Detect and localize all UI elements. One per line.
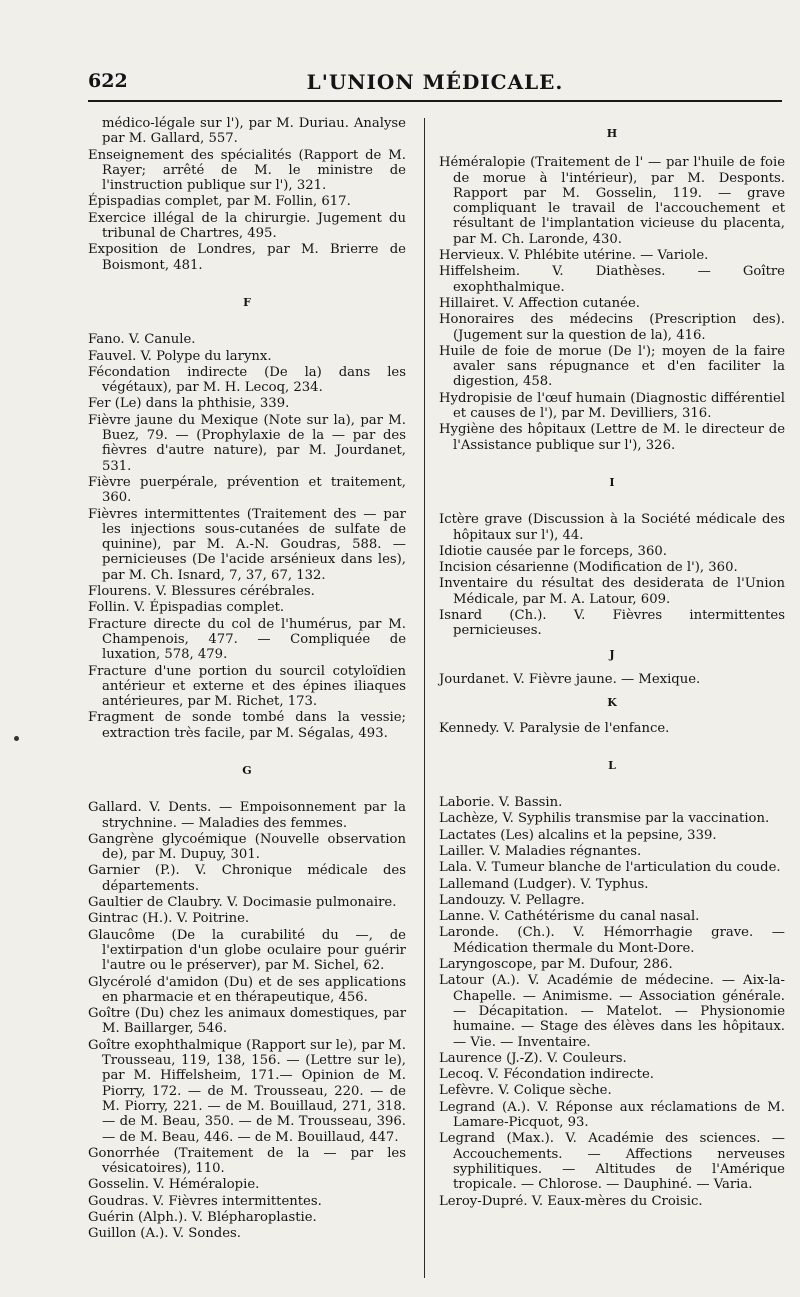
index-entry: Lala. V. Tumeur blanche de l'articulation du coude.: [439, 860, 781, 876]
index-entry: Flourens. V. Blessures cérébrales.: [88, 584, 315, 600]
index-entry: Laryngoscope, par M. Dufour, 286.: [439, 957, 673, 973]
left-column: [88, 116, 406, 1243]
index-entry: Gosselin. V. Héméralopie.: [88, 1177, 260, 1193]
index-entry: Gintrac (H.). V. Poitrine.: [88, 911, 250, 927]
index-entry: Fauvel. V. Polype du larynx.: [88, 348, 272, 364]
index-entry: Lanne. V. Cathétérisme du canal nasal.: [439, 909, 700, 925]
index-entry: Gangrène glycoémique (Nouvelle observation de), par M. Dupuy, 301.: [88, 831, 406, 863]
section-letter-k: K: [607, 696, 617, 710]
index-entry: Lailler. V. Maladies régnantes.: [439, 843, 642, 859]
running-title: L'UNION MÉDICALE.: [306, 70, 564, 94]
index-entry: Enseignement des spécialités (Rapport de M. Rayer; arrêté de M. le ministre de l'instruction publique sur l'), 321.: [88, 147, 406, 194]
index-entry: Exposition de Londres, par M. Brierre de Boismont, 481.: [88, 242, 406, 273]
page-number: 622: [88, 70, 128, 92]
index-entry: Legrand (A.). V. Réponse aux réclamations de M. Lamare-Picquot, 93.: [439, 1099, 785, 1131]
index-entry: Hydropisie de l'œuf humain (Diagnostic différentiel et causes de l'), par M. Devilliers, 316.: [439, 390, 785, 422]
index-entry: Hillairet. V. Affection cutanée.: [439, 295, 640, 311]
index-entry: Kennedy. V. Paralysie de l'enfance.: [439, 720, 670, 736]
index-entry: Inventaire du résultat des desiderata de l'Union Médicale, par M. A. Latour, 609.: [439, 576, 785, 607]
index-entry: Hygiène des hôpitaux (Lettre de M. le directeur de l'Assistance publique sur l'), 326.: [439, 422, 785, 453]
section-letter-h: H: [606, 127, 618, 140]
index-entry: Lachèze, V. Syphilis transmise par la vaccination.: [439, 811, 770, 827]
index-entry: Fièvre jaune du Mexique (Note sur la), par M. Buez, 79. — (Prophylaxie de la — par des fièvres d'autre nature), par M. Jourdanet, 531.: [88, 412, 406, 474]
index-entry: Fragment de sonde tombé dans la vessie; extraction très facile, par M. Ségalas, 493.: [88, 710, 406, 741]
index-entry: Guillon (A.). V. Sondes.: [88, 1226, 241, 1242]
index-entry: Ictère grave (Discussion à la Société médicale des hôpitaux sur l'), 44.: [439, 512, 785, 543]
index-entry: Gonorrhée (Traitement de la — par les vésicatoires), 110.: [88, 1145, 406, 1177]
index-entry: Leroy-Dupré. V. Eaux-mères du Croisic.: [439, 1193, 703, 1209]
index-entry: Exercice illégal de la chirurgie. Jugement du tribunal de Chartres, 495.: [88, 210, 406, 242]
index-entry: Hervieux. V. Phlébite utérine. — Variole.: [439, 248, 709, 264]
index-entry: Incision césarienne (Modification de l'), 360.: [439, 560, 738, 576]
index-entry: Isnard (Ch.). V. Fièvres intermittentes pernicieuses.: [439, 608, 785, 639]
index-entry: Garnier (P.). V. Chronique médicale des départements.: [88, 863, 406, 894]
index-entry: Fano. V. Canule.: [88, 332, 196, 348]
index-entry: Idiotie causée par le forceps, 360.: [439, 543, 667, 559]
column-divider: [424, 118, 425, 1278]
index-entry: Lefèvre. V. Colique sèche.: [439, 1083, 612, 1099]
index-entry: Laborie. V. Bassin.: [439, 795, 563, 811]
index-entry: Lecoq. V. Fécondation indirecte.: [439, 1067, 654, 1083]
index-entry: Jourdanet. V. Fièvre jaune. — Mexique.: [439, 671, 701, 687]
index-entry: Goître exophthalmique (Rapport sur le), par M. Trousseau, 119, 138, 156. — (Lettre sur le), par M. Hiffelsheim, 171.— Opinion de M. Piorry, 172. — de M. Trousseau, 220. — de M. Piorry, 221. — de M. Bouillaud, 271, 318. — de M. Beau, 350. — de M. Trousseau, 396. — de M. Beau, 446. — de M. Bouillaud, 447.: [88, 1037, 406, 1145]
index-entry: Fracture d'une portion du sourcil cotyloïdien antérieur et externe et des épines iliaques antérieures, par M. Richet, 173.: [88, 663, 406, 710]
index-entry: Goître (Du) chez les animaux domestiques, par M. Baillarger, 546.: [88, 1006, 406, 1037]
ink-spot: [14, 736, 19, 741]
index-entry: Hiffelsheim. V. Diathèses. — Goître exophthalmique.: [439, 264, 785, 295]
index-entry: Latour (A.). V. Académie de médecine. — Aix-la-Chapelle. — Animisme. — Association générale. — Décapitation. — Matelot. — Physionomie humaine. — Stage des élèves dans les hôpitaux. — Vie. — Inventaire.: [439, 973, 785, 1050]
index-entry: Fracture directe du col de l'humérus, par M. Champenois, 477. — Compliquée de luxation, 578, 479.: [88, 616, 406, 663]
index-entry: Glaucôme (De la curabilité du —, de l'extirpation d'un globe oculaire pour guérir l'autre ou le préserver), par M. Sichel, 62.: [88, 927, 406, 974]
index-entry: Fer (Le) dans la phthisie, 339.: [88, 396, 290, 412]
index-entry: Épispadias complet, par M. Follin, 617.: [88, 194, 351, 210]
index-entry: Guérin (Alph.). V. Blépharoplastie.: [88, 1210, 317, 1225]
index-entry: Gallard. V. Dents. — Empoisonnement par la strychnine. — Maladies des femmes.: [88, 800, 406, 831]
section-letter-j: J: [609, 647, 615, 661]
index-entry: Fièvres intermittentes (Traitement des — par les injections sous-cutanées de sulfate de quinine), par M. A.-N. Goudras, 588. — pernicieuses (De l'acide arsénieux dans les), par M. Ch. Isnard, 7, 37, 67, 132.: [88, 506, 406, 583]
right-column: [439, 116, 785, 1210]
section-letter-i: I: [609, 475, 615, 489]
index-entry: Glycérolé d'amidon (Du) et de ses applications en pharmacie et en thérapeutique, 456.: [88, 974, 406, 1005]
index-entry: médico-légale sur l'), par M. Duriau. Analyse par M. Gallard, 557.: [102, 116, 406, 147]
section-letter-f: F: [243, 295, 251, 309]
index-entry: Héméralopie (Traitement de l' — par l'huile de foie de morue à l'intérieur), par M. Desponts. Rapport par M. Gosselin, 119. — grave compliquant le travail de l'accouchement et résultant de l'implantation vicieuse du placenta, par M. Ch. Laronde, 430.: [439, 155, 785, 247]
header-rule: [88, 100, 782, 102]
index-entry: Goudras. V. Fièvres intermittentes.: [88, 1193, 322, 1209]
index-entry: Lactates (Les) alcalins et la pepsine, 339.: [439, 827, 717, 843]
index-entry: Huile de foie de morue (De l'); moyen de la faire avaler sans répugnance et d'en faciliter la digestion, 458.: [439, 343, 785, 390]
index-entry: Laurence (J.-Z). V. Couleurs.: [439, 1050, 627, 1066]
index-entry: Landouzy. V. Pellagre.: [439, 892, 585, 908]
section-letter-g: G: [242, 763, 252, 777]
index-entry: Follin. V. Épispadias complet.: [88, 600, 285, 616]
index-entry: Lallemand (Ludger). V. Typhus.: [439, 876, 649, 892]
section-letter-l: L: [608, 758, 616, 772]
index-entry: Legrand (Max.). V. Académie des sciences. — Accouchements. — Affections nerveuses syphilitiques. — Altitudes de l'Amérique tropicale. — Chlorose. — Dauphiné. — Varia.: [439, 1131, 785, 1193]
index-entry: Honoraires des médecins (Prescription des). (Jugement sur la question de la), 416.: [439, 312, 785, 343]
index-entry: Gaultier de Claubry. V. Docimasie pulmonaire.: [88, 895, 397, 911]
index-entry: Laronde. (Ch.). V. Hémorrhagie grave. — Médication thermale du Mont-Dore.: [439, 925, 785, 956]
index-entry: Fécondation indirecte (De la) dans les végétaux), par M. H. Lecoq, 234.: [88, 364, 406, 396]
index-entry: Fièvre puerpérale, prévention et traitement, 360.: [88, 474, 406, 506]
